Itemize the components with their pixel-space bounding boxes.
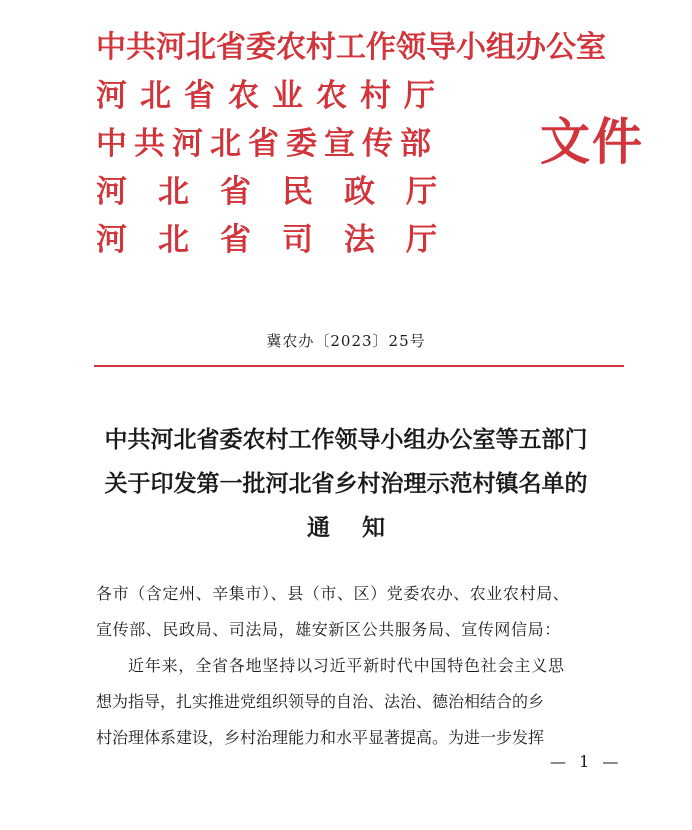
document-number: 冀农办〔2023〕25号 bbox=[266, 332, 426, 350]
title-line: 中共河北省委农村工作领导小组办公室等五部门 bbox=[104, 426, 588, 453]
document-type-mark: 文件 bbox=[540, 112, 644, 171]
issuer-line: 河北省农业农村厅 bbox=[96, 78, 448, 114]
title-line: 通知 bbox=[307, 514, 417, 541]
document-title bbox=[0, 418, 692, 550]
page-number: — 1 — bbox=[550, 752, 623, 771]
body-paragraph-line: 近年来，全省各地坚持以习近平新时代中国特色社会主义思 bbox=[128, 656, 565, 675]
issuer-line: 河北省司法厅 bbox=[96, 222, 468, 258]
red-divider bbox=[94, 365, 624, 367]
issuer-line: 河北省民政厅 bbox=[96, 174, 468, 210]
issuer-line: 中共河北省委宣传部 bbox=[96, 126, 438, 162]
document-body bbox=[96, 576, 626, 756]
addressee-line: 各市（含定州、辛集市）、县（市、区）党委农办、农业农村局、 bbox=[96, 584, 570, 603]
issuer-line: 中共河北省委农村工作领导小组办公室 bbox=[96, 30, 606, 65]
body-paragraph-line: 想为指导，扎实推进党组织领导的自治、法治、德治相结合的乡 bbox=[96, 692, 545, 711]
addressee-line: 宣传部、民政局、司法局，雄安新区公共服务局、宣传网信局： bbox=[96, 620, 561, 639]
body-paragraph-line: 村治理体系建设，乡村治理能力和水平显著提高。为进一步发挥 bbox=[96, 728, 545, 747]
title-line: 关于印发第一批河北省乡村治理示范村镇名单的 bbox=[104, 470, 588, 497]
